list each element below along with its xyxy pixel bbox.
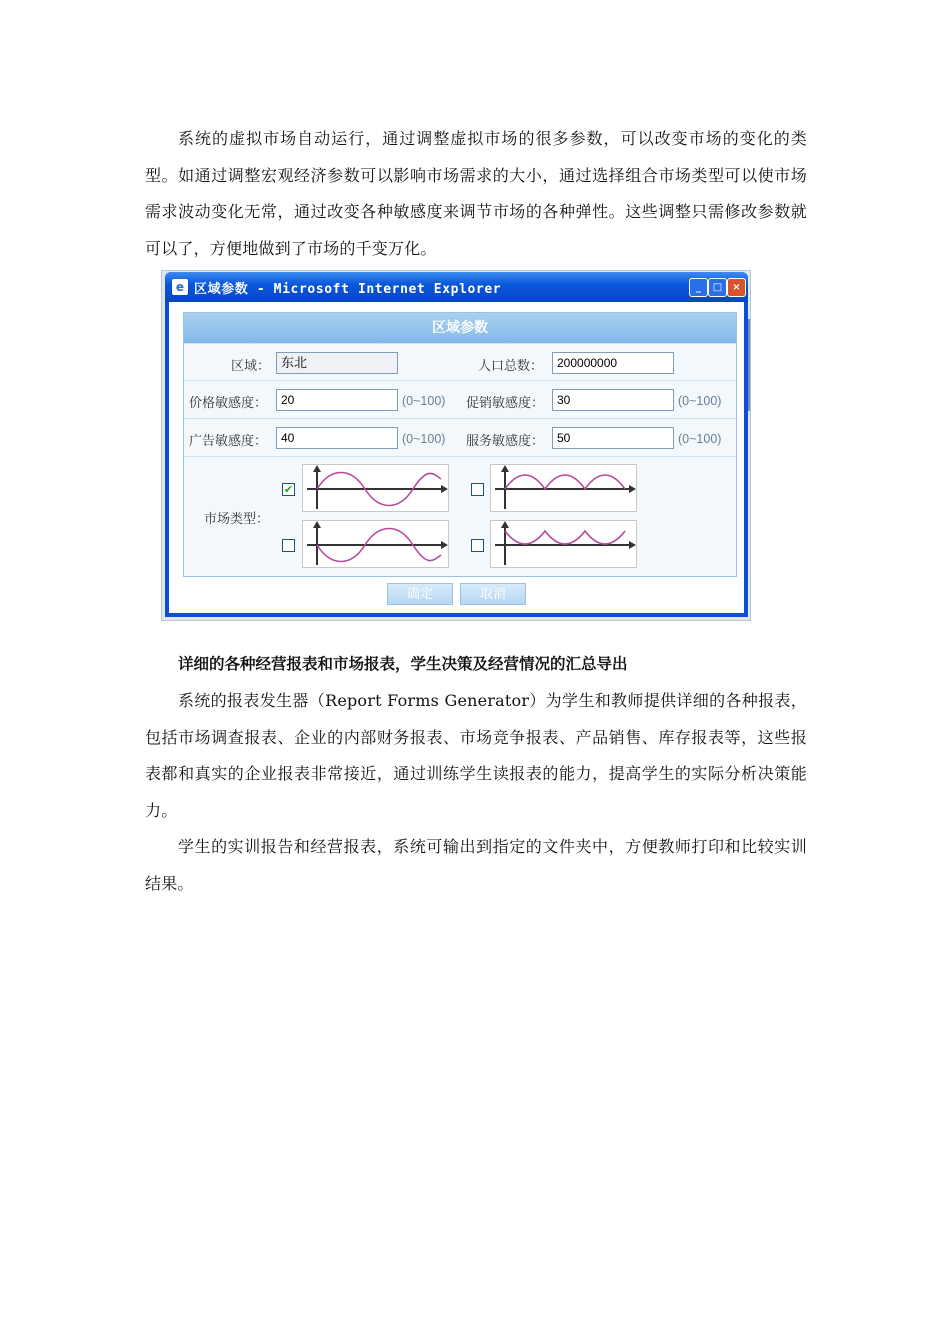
service-sensitivity-label: 服务敏感度： (466, 434, 545, 449)
export-paragraph: 学生的实训报告和经营报表，系统可输出到指定的文件夹中，方便教师打印和比较实训结果。 (145, 837, 807, 893)
ad-sensitivity-label: 广告敏感度： (189, 434, 268, 449)
ie-window (165, 272, 748, 617)
ie-icon: e (172, 279, 188, 295)
dialog-screenshot (161, 270, 751, 621)
market-type-label: 市场类型： (204, 512, 270, 527)
cancel-button[interactable]: 取消 (460, 583, 526, 605)
service-sensitivity-field[interactable]: 50 (552, 427, 674, 449)
promo-sensitivity-label: 促销敏感度： (466, 396, 545, 411)
maximize-button[interactable]: □ (708, 278, 727, 297)
sine-wave-icon (302, 464, 449, 512)
region-field[interactable]: 东北 (276, 352, 398, 374)
close-button[interactable]: × (727, 278, 746, 297)
market-type-2-checkbox[interactable] (471, 483, 484, 496)
population-field[interactable]: 200000000 (552, 352, 674, 374)
market-type-4-checkbox[interactable] (471, 539, 484, 552)
promo-range-hint: (0~100) (678, 394, 722, 408)
intro-paragraph: 系统的虚拟市场自动运行，通过调整虚拟市场的很多参数，可以改变市场的变化的类型。如通过调整宏观经济参数可以影响市场需求的大小，通过选择组合市场类型可以使市场需求波动变化无常，通过改变各种敏感度来调节市场的各种弹性。这些调整只需修改参数就可以了，方便地做到了市场的千变万化。 (145, 129, 807, 258)
window-client-area (169, 302, 744, 613)
ok-button[interactable]: 确定 (387, 583, 453, 605)
row-ad-service (184, 418, 736, 457)
title-bar[interactable] (165, 272, 748, 302)
price-sensitivity-label: 价格敏感度： (189, 396, 268, 411)
population-label: 人口总数： (478, 359, 544, 374)
promo-sensitivity-field[interactable]: 30 (552, 389, 674, 411)
minimize-button[interactable]: _ (689, 278, 708, 297)
inverted-bump-wave-icon (490, 520, 637, 568)
ad-range-hint: (0~100) (402, 432, 446, 446)
row-market-type (184, 456, 736, 578)
region-params-panel (183, 312, 737, 577)
market-type-1-checkbox[interactable]: ✔ (283, 483, 294, 496)
window-title: 区域参数 - Microsoft Internet Explorer (194, 282, 502, 297)
inverted-sine-wave-icon (302, 520, 449, 568)
price-sensitivity-field[interactable]: 20 (276, 389, 398, 411)
row-region (184, 343, 736, 381)
section-heading: 详细的各种经营报表和市场报表，学生决策及经营情况的汇总导出 (178, 655, 628, 673)
market-type-3-checkbox[interactable] (282, 539, 295, 552)
bump-wave-icon (490, 464, 637, 512)
panel-title: 区域参数 (184, 313, 736, 343)
service-range-hint: (0~100) (678, 432, 722, 446)
region-label: 区域： (231, 359, 271, 374)
price-range-hint: (0~100) (402, 394, 446, 408)
row-price-promo (184, 380, 736, 419)
ad-sensitivity-field[interactable]: 40 (276, 427, 398, 449)
report-paragraph: 系统的报表发生器（Report Forms Generator）为学生和教师提供详细的各种报表，包括市场调查报表、企业的内部财务报表、市场竞争报表、产品销售、库存报表等，这些报表都和真实的企业报表非常接近，通过训练学生读报表的能力，提高学生的实际分析决策能力。 (145, 691, 807, 820)
